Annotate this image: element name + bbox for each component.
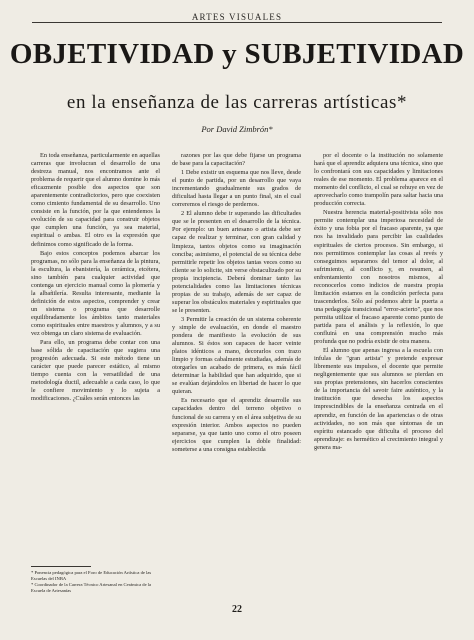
footnote: * Ponencia pedagógica para el Foro de Educación Artística de las Escuelas del INBA bbox=[31, 570, 152, 581]
footnote: * Coordinador de la Carrera Técnico Artesanal en Cerámica de la Escuela de Artesanías bbox=[31, 582, 152, 593]
footnotes bbox=[31, 570, 161, 594]
paragraph: En toda enseñanza, particularmente en aquellas carreras que involucran el desarrollo de una destreza manual, nos encontramos ante el problema de requerir que el alumno domine lo más eficazmente posible dos aspectos que son aparentemente contradictorios, pero que coexisten como cimiento fundamental de su desarrollo. Uno consiste en la función, por la que entendemos la evolución de su capacidad para construir objetos que cumplen una función, ya sea material, espiritual o ambas. El otro es la expresión que definimos como significado de la forma. bbox=[31, 152, 160, 248]
paragraph: razones por las que debe fijarse un programa de base para la capacitación? bbox=[172, 152, 301, 168]
header-rule bbox=[32, 22, 442, 23]
page-number: 22 bbox=[232, 604, 242, 615]
paragraph: 2 El alumno debe ir superando las dificultades que se le presenten en el desarrollo de la técnica. Por ejemplo: un buen artesano o artista debe ser capaz de realizar y terminar, con gran calidad y limpieza, tantos objetos como su imaginación conciba; asimismo, el potencial de su técnica debe permitirle repetir los objetos tantas veces como su cliente se lo solicite, sin verse obstaculizado por su propia incipiencia. Deberá dominar tanto las potencialidades como las limitaciones técnicas propias de su trabajo, además de ser capaz de superar los obstáculos materiales y espirituales que se le presenten. bbox=[172, 210, 301, 314]
paragraph: 3 Permitir la creación de un sistema coherente y simple de evaluación, en donde el maestro pondera de manifiesto la evolución de sus alumnos. Si éstos son capaces de hacer veinte platos idénticos a mano, decorarlos con trazo limpio y formas cabalmente estudiadas, además de otorgarles un acabado de primera, es más fácil determinar la habilidad que han adquirido, que si se evalúan dejándolos en libertad de hacer lo que quieran. bbox=[172, 315, 301, 396]
paragraph: Nuestra herencia material-positivista sólo nos permite contemplar una imperiosa necesidad de éxito y una fobia por el fracaso aparente, ya que nos ha invalidado para percibir las cualidades espirituales de ciertos procesos. Sin embargo, si nos permitimos contemplar las cosas al revés y conseguimos separarnos del temor al dolor, al sufrimiento, al conflicto y, en resumen, al enfrentamiento con nosotros mismos, al reconocerlos como indicios de nuestra propia limitación estamos en la condición perfecta para trascenderlos. Sólo así podemos abrir la puerta a una pedagogía transicional "error-acierto", que nos permita utilizar el fracaso aparente como punto de partida para el análisis y la reflexión, lo que confluirá en una comprensión mucho más profunda que no podría existir de otra manera. bbox=[314, 209, 443, 346]
paragraph: Bajo estos conceptos podemos abarcar los programas, no sólo para la enseñanza de la pintura, la escultura, la ebanistería, la cerámica, etcétera, sino también para cualquier actividad que contenga un ejercicio manual como la plomería y la albañilería. Resulta interesante, mediante la definición de estos aspectos, comprender y crear un sistema o programa que desarrolle equilibradamente los ámbitos tanto materiales como espirituales entre maestros y alumnos, y a su vez obtenga un claro sistema de evaluación. bbox=[31, 249, 160, 338]
paragraph: El alumno que apenas ingresa a la escuela con infulas de "gran artista" y pretende expresar libremente sus impulsos, el docente que permite negligentemente que sus alumnos se pierdan en sus propias pretensiones, sin hacerlos conscientes de la importancia del savoir faire auténtico, y la institución que desecha los aspectos imprescindibles de la enseñanza centrada en el aprendiz, en función de las apariencias o de otras actividades, no son más que síntomas de un espíritu estancado que dificulta el proceso del aprendizaje: es hermético al crecimiento integral y genera ma- bbox=[314, 347, 443, 451]
text-column-3 bbox=[314, 152, 443, 592]
text-column-2 bbox=[172, 152, 301, 562]
paragraph: Es necesario que el aprendiz desarrolle sus capacidades dentro del terreno objetivo o funcional de su carrera y en el área subjetiva de su expresión interior. Ambos aspectos no pueden separarse, ya que tanto uno como el otro poseen ejercicios que cumplen la doble finalidad: someterse a una consigna establecida bbox=[172, 397, 301, 453]
article-subtitle: en la enseñanza de las carreras artísticas* bbox=[66, 92, 408, 113]
section-header: ARTES VISUALES bbox=[191, 12, 283, 22]
paragraph: 1 Debe existir un esquema que nos lleve, desde el punto de partida, por un desarrollo que vaya incrementando gradualmente sus grados de dificultad hasta llegar a un punto final, sin el cual correremos el riesgo de perdernos. bbox=[172, 169, 301, 209]
text-column-1 bbox=[31, 152, 160, 562]
paragraph: por el docente o la institución no solamente hará que el aprendiz adquiera una técnica, sino que lo confrontará con sus capacidades y limitaciones reales de ese momento. El problema aparece en el momento del conflicto, el cual se rehuye en vez de aprovecharlo como trampolín para saltar hacia una producción correcta. bbox=[314, 152, 443, 208]
article-title: OBJETIVIDAD y SUBJETIVIDAD bbox=[9, 38, 465, 70]
article-byline: Por David Zimbrón* bbox=[201, 124, 273, 134]
footnote-rule bbox=[31, 566, 91, 567]
paragraph: Para ello, un programa debe contar con una base sólida de capacitación que sugiera una progresión adecuada. Si este método tiene un carácter que puede parecer estático, al mismo tiempo cuenta con la versatilidad de una metodología ductil, adecuable a cada caso, lo que le confiere movimiento y lo sujeta a modificaciones. ¿Cuáles serán entonces las bbox=[31, 339, 160, 403]
